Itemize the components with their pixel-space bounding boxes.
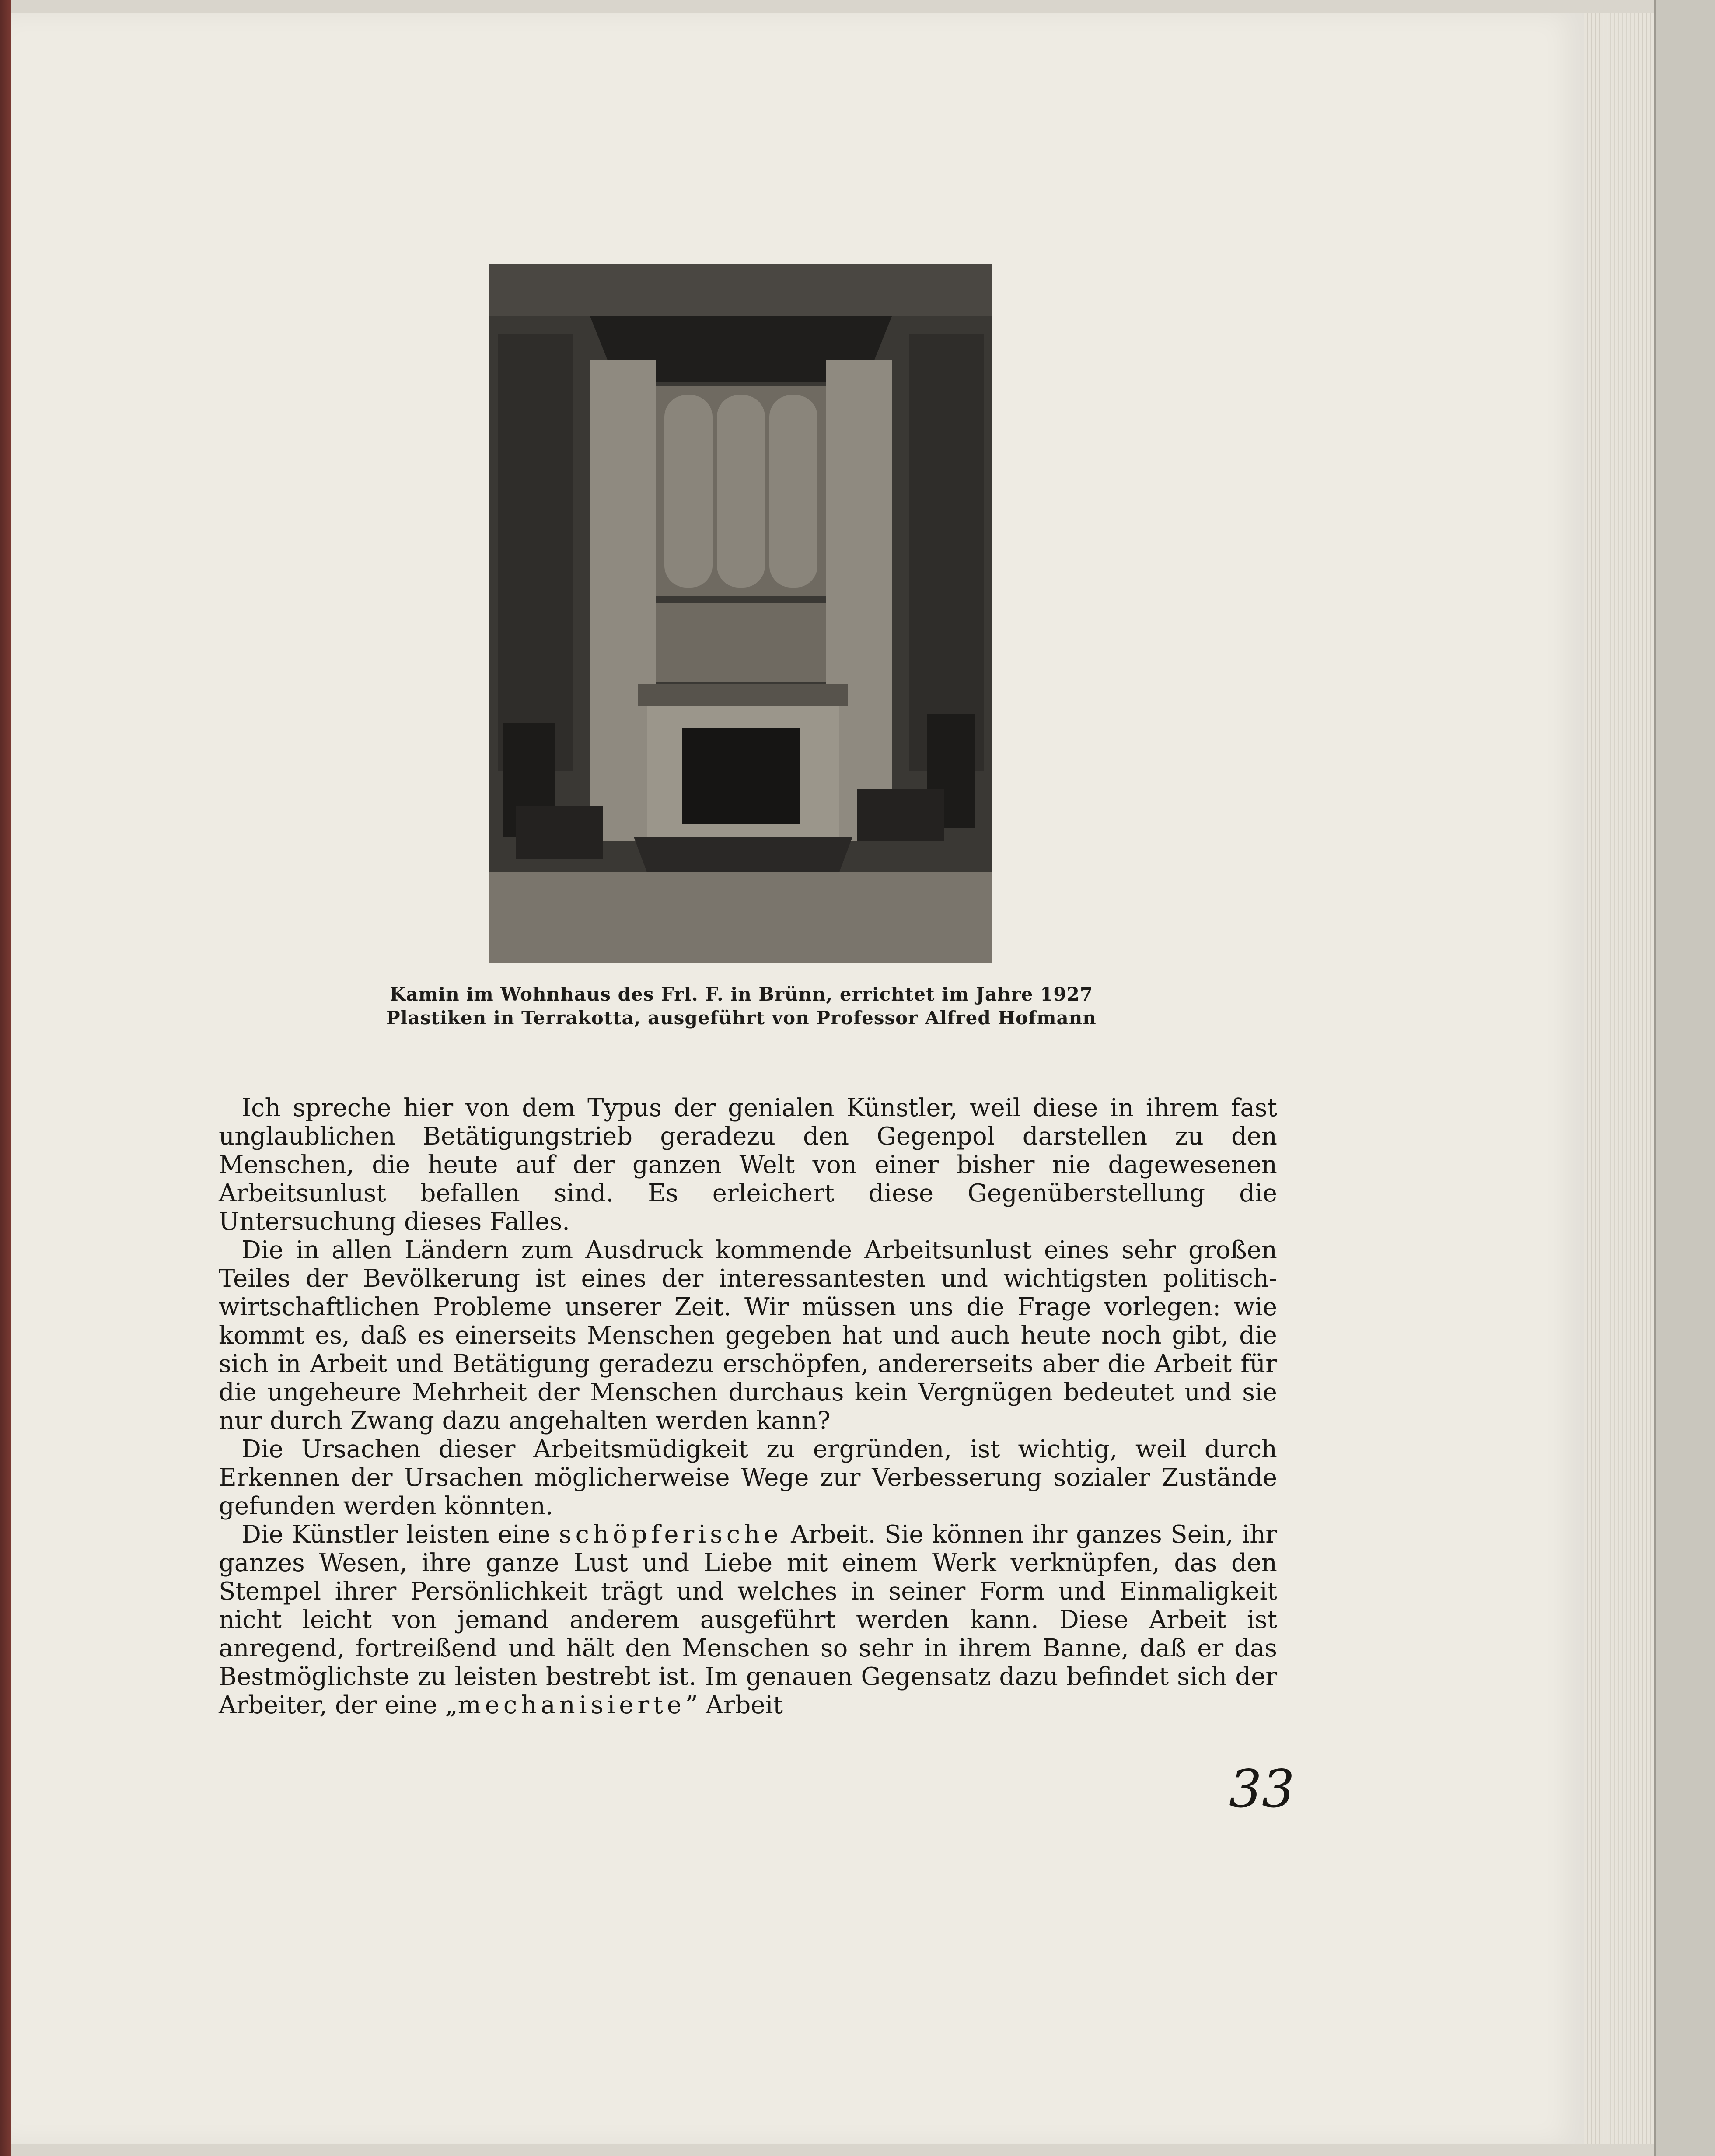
photo-caption: [363, 983, 1120, 1030]
emphasis-schoepferische: schöpferische: [559, 1520, 782, 1549]
book-cover-right-edge: [1654, 0, 1715, 2156]
paragraph-3: Die Ursachen dieser Arbeitsmüdigkeit zu ergründen, ist wichtig, weil durch Erkennen der Ursachen möglicherweise Wege zur Verbesserung sozialer Zustände gefunden werden könnten.: [219, 1435, 1277, 1520]
caption-line-2: Plastiken in Terrakotta, ausgeführt von Professor Alfred Hofmann: [386, 1007, 1097, 1029]
caption-line-1: Kamin im Wohnhaus des Frl. F. in Brünn, errichtet im Jahre 1927: [389, 984, 1093, 1005]
fireplace-illustration: [489, 264, 992, 962]
emphasis-mechanisierte: mechanisierte: [458, 1691, 685, 1719]
page-edges: [1584, 13, 1654, 2144]
paragraph-4-end: ” Arbeit: [685, 1691, 783, 1719]
body-text: [219, 1094, 1277, 1719]
paragraph-4-middle: Arbeit. Sie können ihr ganzes Sein, ihr ganzes Wesen, ihre ganze Lust und Liebe mit einem Werk verknüpfen, das den Stempel ihrer Persönlichkeit trägt und welches in seiner Form und Einmaligkeit nicht leicht von jemand anderem ausgeführt werden kann. Diese Arbeit ist anregend, fortreißend und hält den Menschen so sehr in ihrem Banne, daß er das Bestmöglichste zu leisten bestrebt ist. Im genauen Gegensatz dazu befindet sich der Arbeiter, der eine „: [219, 1520, 1277, 1719]
paragraph-2: Die in allen Ländern zum Ausdruck kommende Arbeitsunlust eines sehr großen Teiles der Bevölkerung ist eines der interessantesten und wichtigsten politisch-wirtschaftlichen Probleme unserer Zeit. Wir müssen uns die Frage vorlegen: wie kommt es, daß es einerseits Menschen gegeben hat und auch heute noch gibt, die sich in Arbeit und Betätigung geradezu erschöpfen, andererseits aber die Arbeit für die ungeheure Mehrheit der Menschen durchaus kein Vergnügen bedeutet und sie nur durch Zwang dazu angehalten werden kann?: [219, 1236, 1277, 1435]
paragraph-4-start: Die Künstler leisten eine: [241, 1520, 551, 1549]
paragraph-1: Ich spreche hier von dem Typus der genialen Künstler, weil diese in ihrem fast unglaublichen Betätigungstrieb geradezu den Gegenpol darstellen zu den Menschen, die heute auf der ganzen Welt von einer bisher nie dagewesenen Arbeitsunlust befallen sind. Es erleichert diese Gegenüberstellung die Untersuchung dieses Falles.: [219, 1094, 1277, 1236]
paragraph-4: [219, 1520, 1277, 1719]
fireplace-photograph: [489, 264, 992, 962]
book-cover-left-edge: [0, 0, 11, 2156]
page-number: 33: [1229, 1759, 1295, 1819]
